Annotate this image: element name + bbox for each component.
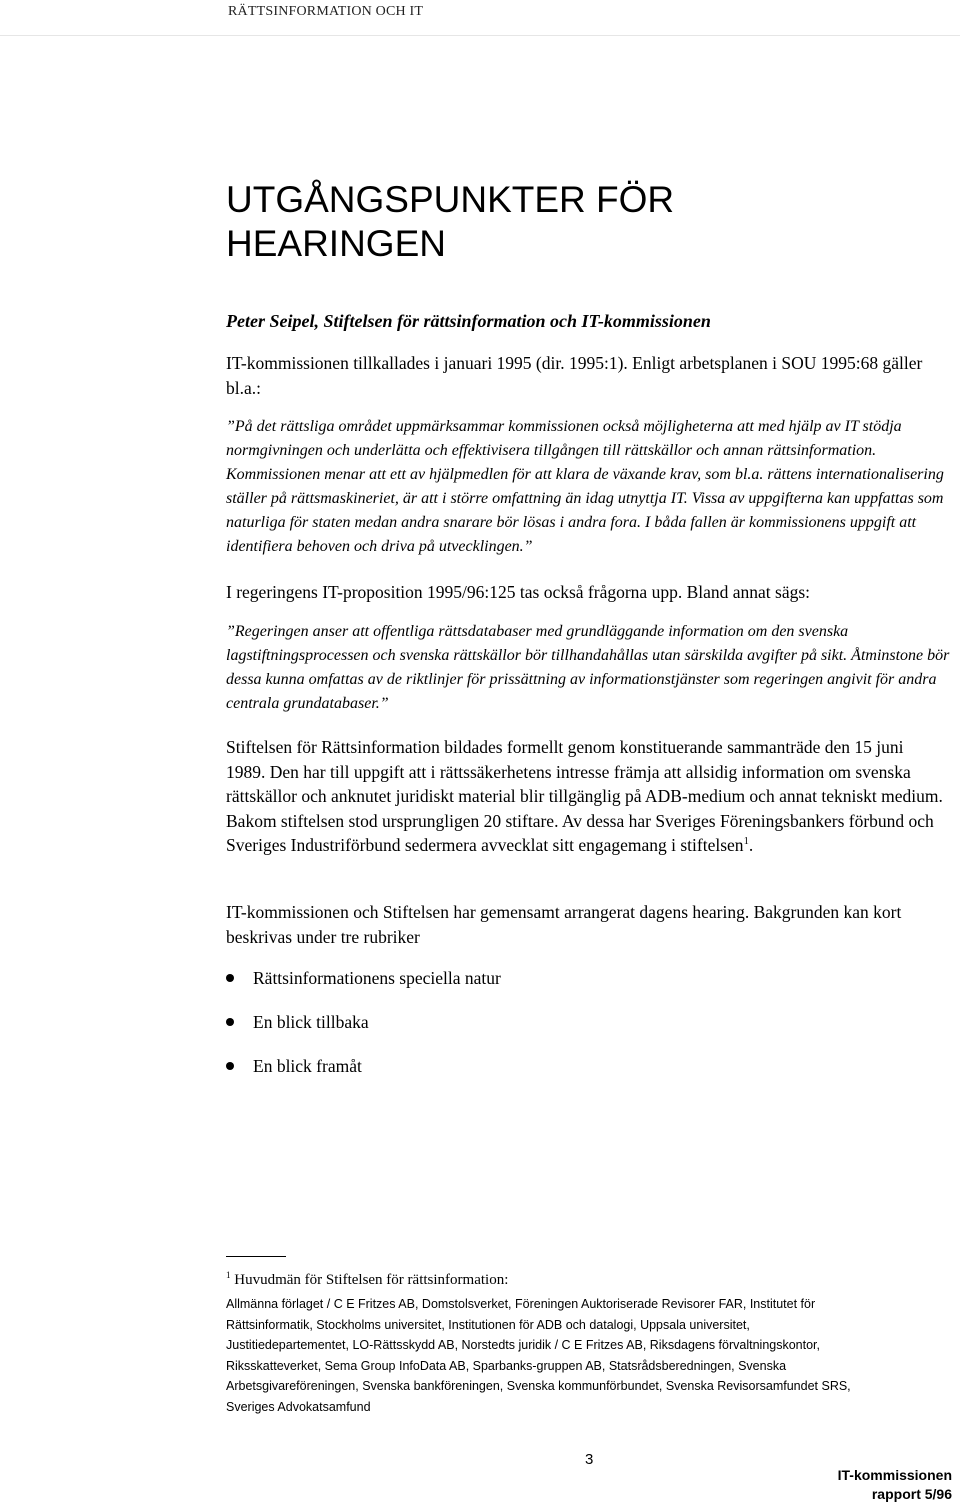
report-footer [838,1466,952,1504]
bullet-icon [226,974,234,982]
footnote-number: 1 [226,1270,231,1280]
quote-it-commission: ”På det rättsliga området uppmärksammar kommissionen också möjligheterna att med hjälp av IT stödja normgivningen och underlätta och effektivisera tillgången till rättskällor och annan rättsinformation. Kommissionen menar att ett av hjälpmedlen för att klara de växande krav, som bl.a. rättens internationalisering ställer på rättsmaskineriet, är att i större omfattning än idag utnyttja IT. Vissa av uppgifterna kan uppfattas som naturliga för staten medan andra snarare bör lösas i andra fora. I båda fallen är kommissionens uppgift att identifiera behoven och driva på utvecklingen.” [226,418,944,555]
title-line-1: UTGÅNGSPUNKTER FÖR [226,179,675,220]
topic-list [226,966,501,1098]
footnote-reference: 1 [743,836,749,848]
list-item-label: Rättsinformationens speciella natur [253,968,501,988]
quote-government: ”Regeringen anser att offentliga rättsdatabaser med grundläggande information om den svenska lagstiftningsprocessen och svenska rättskällor bör tillhandahållas utan särskilda avgifter på sikt. Åtminstone bör dessa kunna omfattas av de riktlinjer för prissättning av informationstjänster som regeringen angivit för andra centrala grundatabaser.” [226,623,950,712]
author-byline: Peter Seipel, Stiftelsen för rättsinformation och IT-kommissionen [226,311,711,331]
page-number: 3 [585,1451,594,1468]
proposition-paragraph: I regeringens IT-proposition 1995/96:125 tas också frågorna upp. Bland annat sägs: [226,582,811,602]
document-title [226,178,826,266]
footnote-heading-text: Huvudmän för Stiftelsen för rättsinformation: [234,1272,509,1288]
hearing-paragraph: IT-kommissionen och Stiftelsen har gemensamt arrangerat dagens hearing. Bakgrunden kan kort beskrivas under tre rubriker [226,902,902,947]
bullet-icon [226,1062,234,1070]
list-item [226,1054,501,1098]
list-item-label: En blick tillbaka [253,1012,369,1032]
page-header [0,0,960,36]
footnote-body: Allmänna förlaget / C E Fritzes AB, Domstolsverket, Föreningen Auktoriserade Revisorer FAR, Institutet för Rättsinformatik, Stockholms universitet, Institutionen för ADB och datalogi, Uppsala universitet, Justitiedepartementet, LO-Rättsskydd AB, Norstedts juridik / C E Fritzes AB, Riksdagens förvaltningskontor, Riksskatteverket, Sema Group InfoData AB, Sparbanks-gruppen AB, Statsrådsberedningen, Svenska Arbetsgivareföreningen, Svenska bankföreningen, Svenska kommunförbundet, Svenska Revisorsamfundet SRS, Sveriges Advokatsamfund [226,1297,851,1414]
list-item [226,1010,501,1054]
footnote-heading [226,1270,508,1290]
footer-publisher: IT-kommissionen [837,1467,952,1483]
footer-report-id: rapport 5/96 [871,1486,952,1502]
foundation-paragraph [226,735,946,858]
footnote-divider [226,1256,286,1257]
list-item [226,966,501,1010]
bullet-icon [226,1018,234,1026]
foundation-text-end: . [748,835,754,855]
title-line-2: HEARINGEN [226,223,446,264]
foundation-text: Stiftelsen för Rättsinformation bildades formellt genom konstituerande sammanträde den 15 juni 1989. Den har till uppgift att i rättssäkerhetens intresse främja att allsidig information om svenska rättskällor och anknutet juridiskt material blir tillgänglig på ADB-medium och annat tekniskt medium. Bakom stiftelsen stod ursprungligen 20 stiftare. Av dessa har Sveriges Föreningsbankers förbund och Sveriges Industriförbund sedermera avvecklat sitt engagemang i stiftelsen [226,737,943,855]
running-head: RÄTTSINFORMATION OCH IT [228,4,424,19]
intro-paragraph: IT-kommissionen tillkallades i januari 1995 (dir. 1995:1). Enligt arbetsplanen i SOU 1995:68 gäller bl.a.: [226,353,923,398]
list-item-label: En blick framåt [253,1056,362,1076]
